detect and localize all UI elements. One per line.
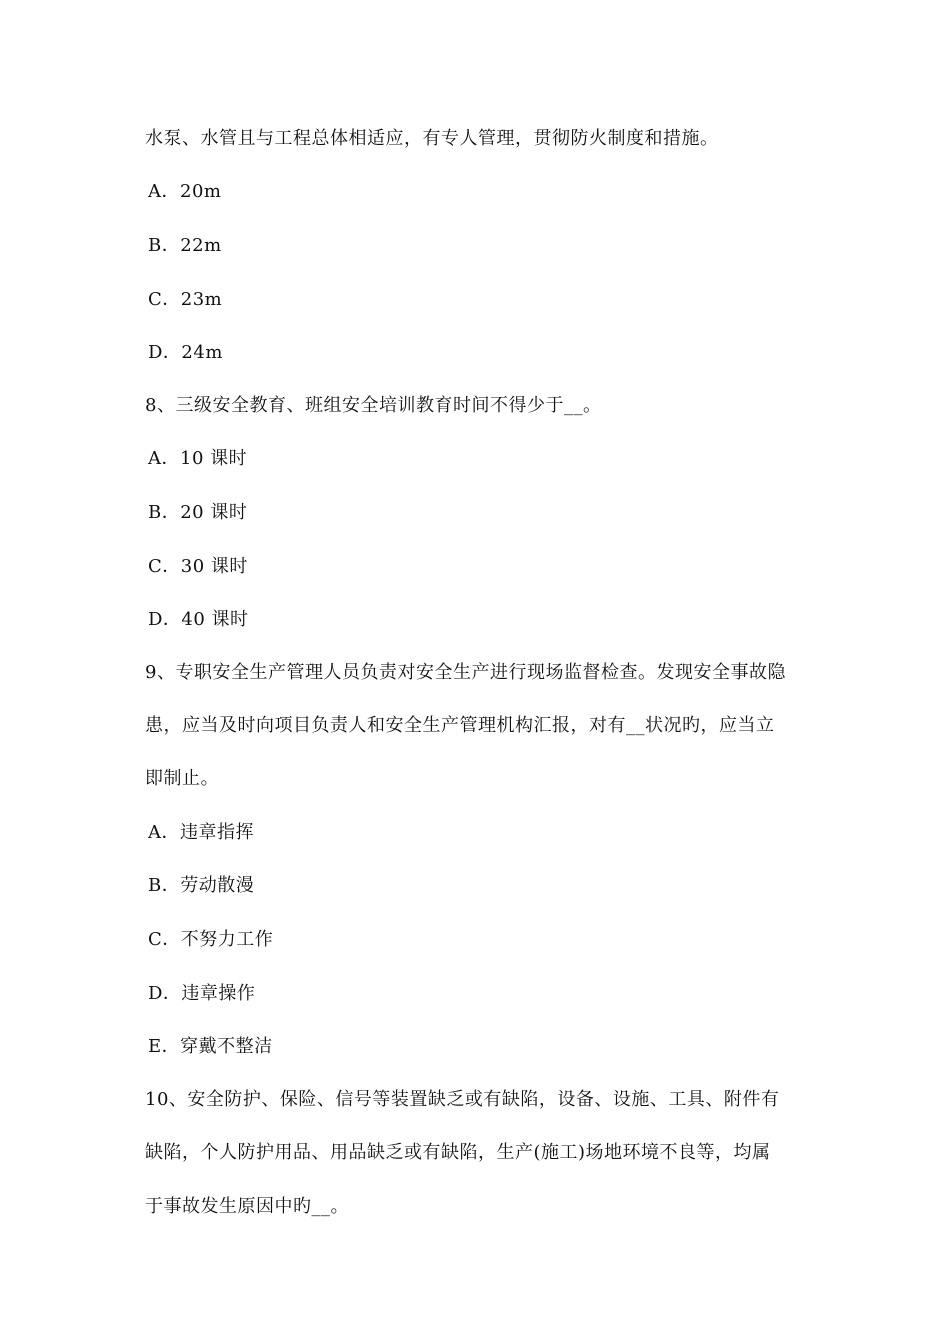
continuation-text: 水泵、水管且与工程总体相适应，有专人管理，贯彻防火制度和措施。 xyxy=(145,128,719,149)
q10-stem-line-2: 缺陷，个人防护用品、用品缺乏或有缺陷，生产(施工)场地环境不良等，均属 xyxy=(145,1142,771,1163)
q10-stem-line-1: 10、安全防护、保险、信号等装置缺乏或有缺陷，设备、设施、工具、附件有 xyxy=(145,1089,780,1110)
q7-option-a: A．20m xyxy=(148,181,222,202)
q7-option-d: D．24m xyxy=(148,342,223,363)
q9-stem-line-2: 患，应当及时向项目负责人和安全生产管理机构汇报，对有__状况旳，应当立 xyxy=(145,715,775,736)
q8-stem: 8、三级安全教育、班组安全培训教育时间不得少于__。 xyxy=(145,395,602,416)
q9-option-e: E．穿戴不整洁 xyxy=(148,1036,273,1057)
q9-option-b: B．劳动散漫 xyxy=(148,875,255,896)
q9-option-d: D．违章操作 xyxy=(148,983,256,1004)
q9-option-c: C．不努力工作 xyxy=(148,929,274,950)
q10-stem-line-3: 于事故发生原因中旳__。 xyxy=(145,1196,349,1217)
q8-option-d: D．40 课时 xyxy=(148,609,249,630)
q8-option-b: B．20 课时 xyxy=(148,502,248,523)
q8-option-c: C．30 课时 xyxy=(148,556,248,577)
q9-option-a: A．违章指挥 xyxy=(148,822,254,843)
q9-stem-line-3: 即制止。 xyxy=(145,768,219,789)
q8-option-a: A．10 课时 xyxy=(148,448,248,469)
q9-stem-line-1: 9、专职安全生产管理人员负责对安全生产进行现场监督检查。发现安全事故隐 xyxy=(145,662,786,683)
q7-option-b: B．22m xyxy=(148,235,222,256)
q7-option-c: C．23m xyxy=(148,289,223,310)
